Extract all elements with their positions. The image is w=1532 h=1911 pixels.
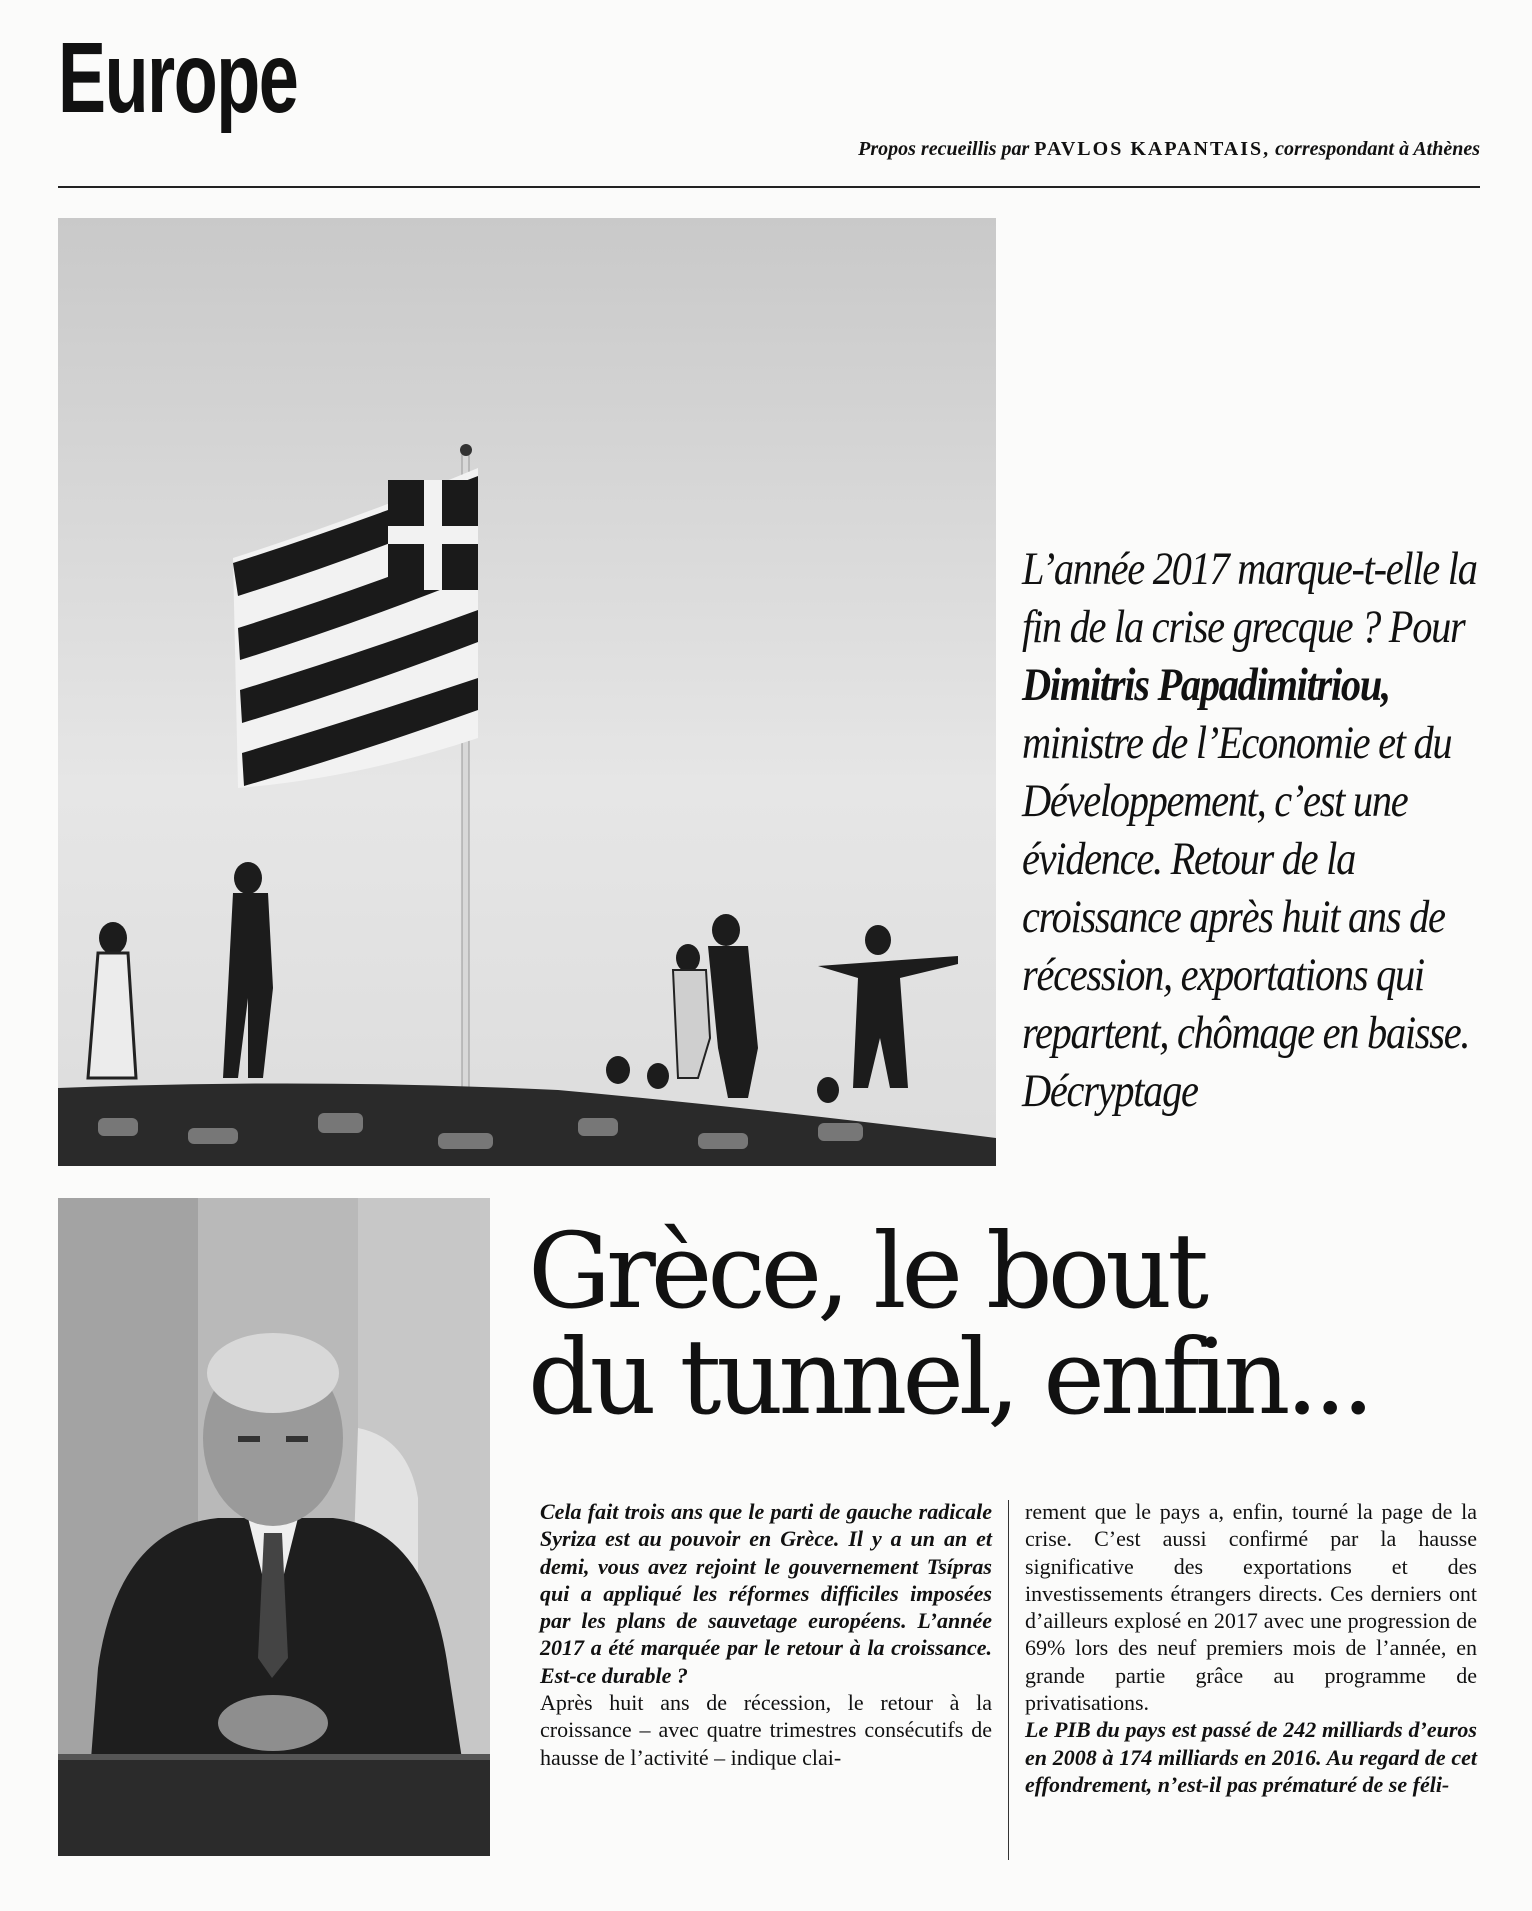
section-title: Europe bbox=[58, 22, 298, 134]
article-column-left bbox=[540, 1498, 992, 1771]
headline bbox=[528, 1210, 1508, 1438]
interviewee-name: Dimitris Papadimitriou, bbox=[1022, 659, 1390, 711]
question-2: Le PIB du pays est passé de 242 milliards d’euros en 2008 à 174 milliards en 2016. Au regard de cet effondrement, n’est-il pas prématuré de se féli- bbox=[1025, 1717, 1477, 1797]
article-intro bbox=[1022, 540, 1495, 1120]
byline-prefix: Propos recueillis par bbox=[858, 138, 1030, 160]
column-divider bbox=[1008, 1500, 1009, 1860]
article-column-right bbox=[1025, 1498, 1477, 1798]
flag-photo bbox=[58, 218, 996, 1166]
intro-text-end: ministre de l’Economie et du Développement, c’est une évidence. Retour de la croissance après huit ans de récession, exportations qui repartent, chômage en baisse. Décryptage bbox=[1022, 717, 1470, 1117]
answer-1-end: rement que le pays a, enfin, tourné la page de la crise. C’est aussi confirmé par la hausse significative des exportations et des investissements étrangers directs. Ces derniers ont d’ailleurs explosé en 2017 avec une progression de 69% lors des neuf premiers mois de l’année, en grande partie grâce au programme de privatisations. bbox=[1025, 1499, 1477, 1716]
intro-text-start: L’année 2017 marque-t-elle la fin de la crise grecque ? Pour bbox=[1022, 543, 1477, 653]
headline-line-2: du tunnel, enfin... bbox=[528, 1316, 1370, 1438]
answer-1-start: Après huit ans de récession, le retour à la croissance – avec quatre trimestres consécutifs de hausse de l’activité – indique clai- bbox=[540, 1690, 992, 1770]
question-1: Cela fait trois ans que le parti de gauche radicale Syriza est au pouvoir en Grèce. Il y a un an et demi, vous avez rejoint le gouvernement Tsípras qui a appliqué les réformes difficiles imposées par les plans de sauvetage européens. L’année 2017 a été marquée par le retour à la croissance. Est-ce durable ? bbox=[540, 1499, 992, 1688]
byline-author: PAVLOS KAPANTAIS, bbox=[1034, 138, 1271, 160]
header-rule bbox=[58, 186, 1480, 188]
headline-line-1: Grèce, le bout bbox=[528, 1210, 1205, 1332]
byline bbox=[858, 138, 1480, 161]
portrait-photo bbox=[58, 1198, 490, 1856]
byline-suffix: correspondant à Athènes bbox=[1275, 138, 1480, 160]
